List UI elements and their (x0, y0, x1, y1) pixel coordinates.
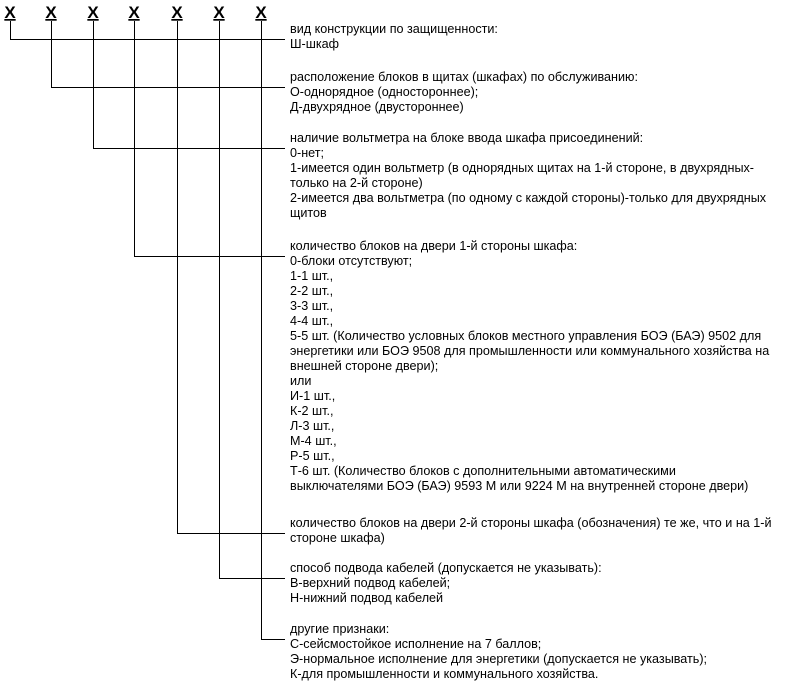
section-block-layout (290, 70, 638, 115)
code-position-4: X (128, 3, 140, 22)
option-line: только на 2-й стороне) (290, 176, 423, 190)
section-heading: количество блоков на двери 1-й стороны шкафа: (290, 239, 578, 253)
code-position-1: X (4, 3, 16, 22)
section-heading: вид конструкции по защищенности: (290, 22, 498, 36)
section-voltmeter (290, 131, 766, 221)
option-line: В-верхний подвод кабелей; (290, 576, 451, 590)
option-line: 1-имеется один вольтметр (в однорядных щитах на 1-й стороне, в двухрядных- (290, 161, 754, 175)
option-line: 2-имеется два вольтметра (по одному с каждой стороны)-только для двухрядных (290, 191, 767, 205)
option-line: 1-1 шт., (290, 269, 334, 283)
option-line: щитов (290, 206, 327, 220)
option-line: выключателями БОЭ (БАЭ) 9593 М или 9224 М на внутренней стороне двери) (290, 479, 749, 493)
option-line: 3-3 шт., (290, 299, 334, 313)
code-position-2: X (45, 3, 57, 22)
section-heading: расположение блоков в щитах (шкафах) по обслуживанию: (290, 70, 638, 84)
option-line: М-4 шт., (290, 434, 337, 448)
leader-line-3 (93, 21, 285, 149)
code-position-3: X (87, 3, 99, 22)
section-cable-entry (290, 561, 602, 606)
leader-line-5 (177, 21, 285, 534)
option-line: Н-нижний подвод кабелей (290, 591, 444, 605)
option-line: Д-двухрядное (двустороннее) (290, 100, 464, 114)
option-line: 0-блоки отсутствуют; (290, 254, 413, 268)
section-door-side-1 (290, 239, 769, 494)
option-line: Р-5 шт., (290, 449, 335, 463)
junction-ticks (52, 38, 262, 580)
section-construction (290, 22, 498, 52)
option-line: 4-4 шт., (290, 314, 334, 328)
leader-line-6 (219, 21, 285, 579)
section-heading: способ подвода кабелей (допускается не указывать): (290, 561, 602, 575)
option-line: О-однорядное (одностороннее); (290, 85, 479, 99)
option-line: 0-нет; (290, 146, 325, 160)
option-line: внешней стороне двери); (290, 359, 439, 373)
option-line: Л-3 шт., (290, 419, 335, 433)
option-line: К-для промышленности и коммунального хозяйства. (290, 667, 599, 681)
option-line: Э-нормальное исполнение для энергетики (допускается не указывать); (290, 652, 708, 666)
section-other-features (290, 622, 707, 682)
option-line: 5-5 шт. (Количество условных блоков местного управления БОЭ (БАЭ) 9502 для (290, 329, 762, 343)
leader-line-7 (261, 21, 285, 640)
code-position-7: X (255, 3, 267, 22)
code-placeholders (4, 3, 267, 22)
code-position-6: X (213, 3, 225, 22)
leader-line-4 (134, 21, 285, 257)
section-door-side-2 (290, 516, 772, 546)
section-heading: наличие вольтметра на блоке ввода шкафа присоединений: (290, 131, 644, 145)
option-line: С-сейсмостойкое исполнение на 7 баллов; (290, 637, 542, 651)
section-heading: количество блоков на двери 2-й стороны шкафа (обозначения) те же, что и на 1-й (290, 516, 772, 530)
option-line: Т-6 шт. (Количество блоков с дополнительными автоматическими (290, 464, 676, 478)
option-line: энергетики или БОЭ 9508 для промышленности или коммунального хозяйства на (290, 344, 770, 358)
option-line: Ш-шкаф (290, 37, 339, 51)
section-heading: другие признаки: (290, 622, 390, 636)
option-line: 2-2 шт., (290, 284, 334, 298)
option-line: И-1 шт., (290, 389, 336, 403)
code-position-5: X (171, 3, 183, 22)
option-line: стороне шкафа) (290, 531, 385, 545)
leader-line-2 (51, 21, 285, 88)
option-line: К-2 шт., (290, 404, 334, 418)
option-line: или (290, 374, 312, 388)
